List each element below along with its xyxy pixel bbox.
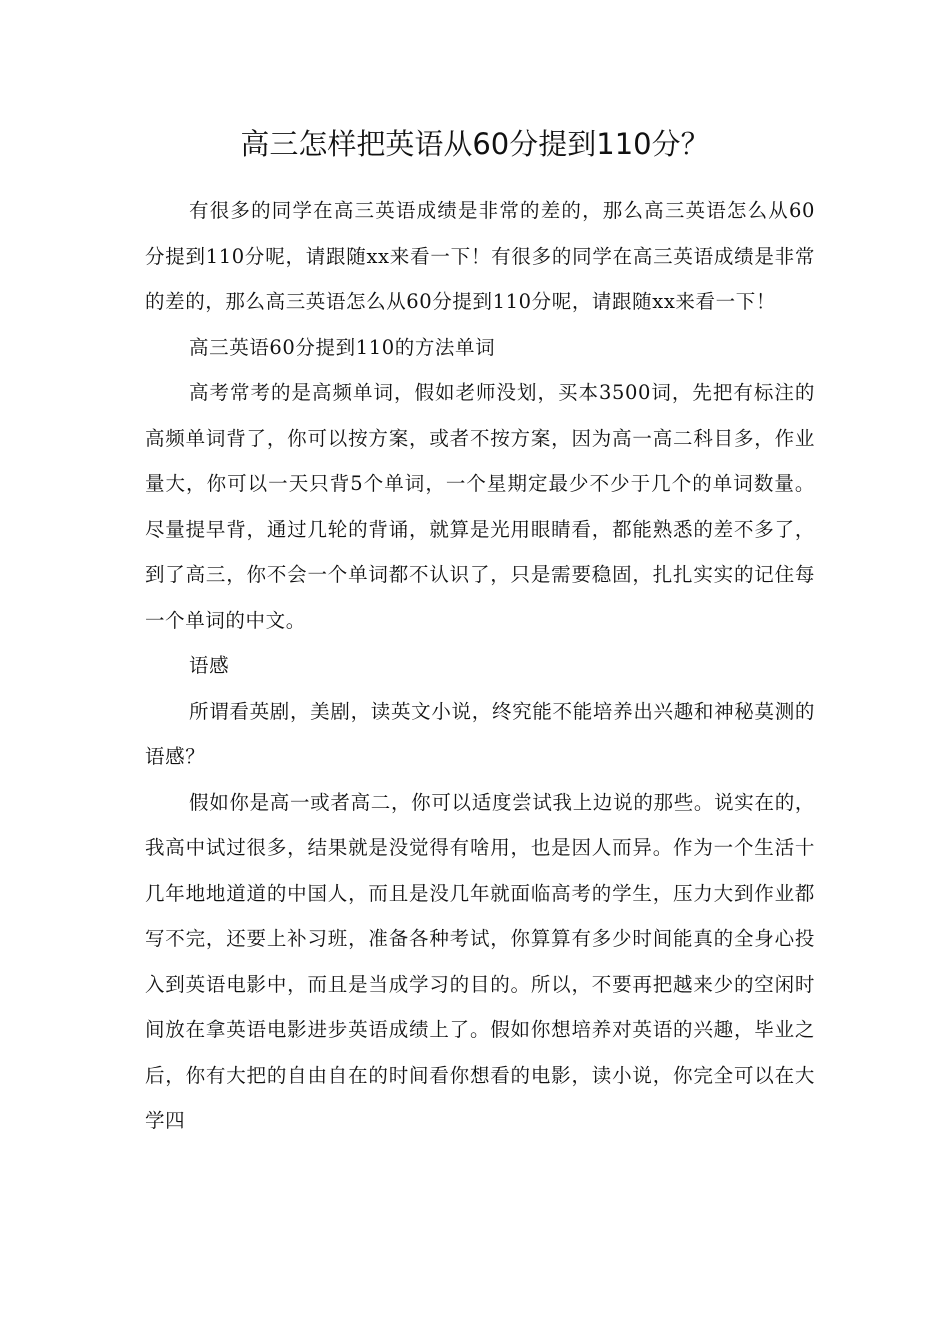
section-heading-language-sense: 语感 — [189, 654, 230, 677]
document-title: 高三怎样把英语从60分提到110分？ — [240, 127, 710, 161]
paragraph-intro: 有很多的同学在高三英语成绩是非常的差的，那么高三英语怎么从60分提到110分呢，请跟随xx来看一下！有很多的同学在高三英语成绩是非常的差的，那么高三英语怎么从60分提到110分呢，请跟随xx来看一下！ — [145, 199, 815, 313]
paragraph-question: 所谓看英剧，美剧，读英文小说，终究能不能培养出兴趣和神秘莫测的语感？ — [145, 699, 815, 768]
document-body — [145, 188, 815, 1144]
paragraph-advice: 假如你是高一或者高二，你可以适度尝试我上边说的那些。说实在的，我高中试过很多，结果就是没觉得有啥用，也是因人而异。作为一个生活十几年地地道道的中国人，而且是没几年就面临高考的学生，压力大到作业都写不完，还要上补习班，准备各种考试，你算算有多少时间能真的全身心投入到英语电影中，而且是当成学习的目的。所以，不要再把越来少的空闲时间放在拿英语电影进步英语成绩上了。假如你想培养对英语的兴趣，毕业之后，你有大把的自由自在的时间看你想看的电影，读小说，你完全可以在大学四 — [145, 790, 815, 1132]
paragraph-words: 高考常考的是高频单词，假如老师没划，买本3500词，先把有标注的高频单词背了，你可以按方案，或者不按方案，因为高一高二科目多，作业量大，你可以一天只背5个单词，一个星期定最少不少于几个的单词数量。尽量提早背，通过几轮的背诵，就算是光用眼睛看，都能熟悉的差不多了，到了高三，你不会一个单词都不认识了，只是需要稳固，扎扎实实的记住每一个单词的中文。 — [145, 381, 815, 632]
section-heading-words: 高三英语60分提到110的方法单词 — [189, 335, 496, 359]
